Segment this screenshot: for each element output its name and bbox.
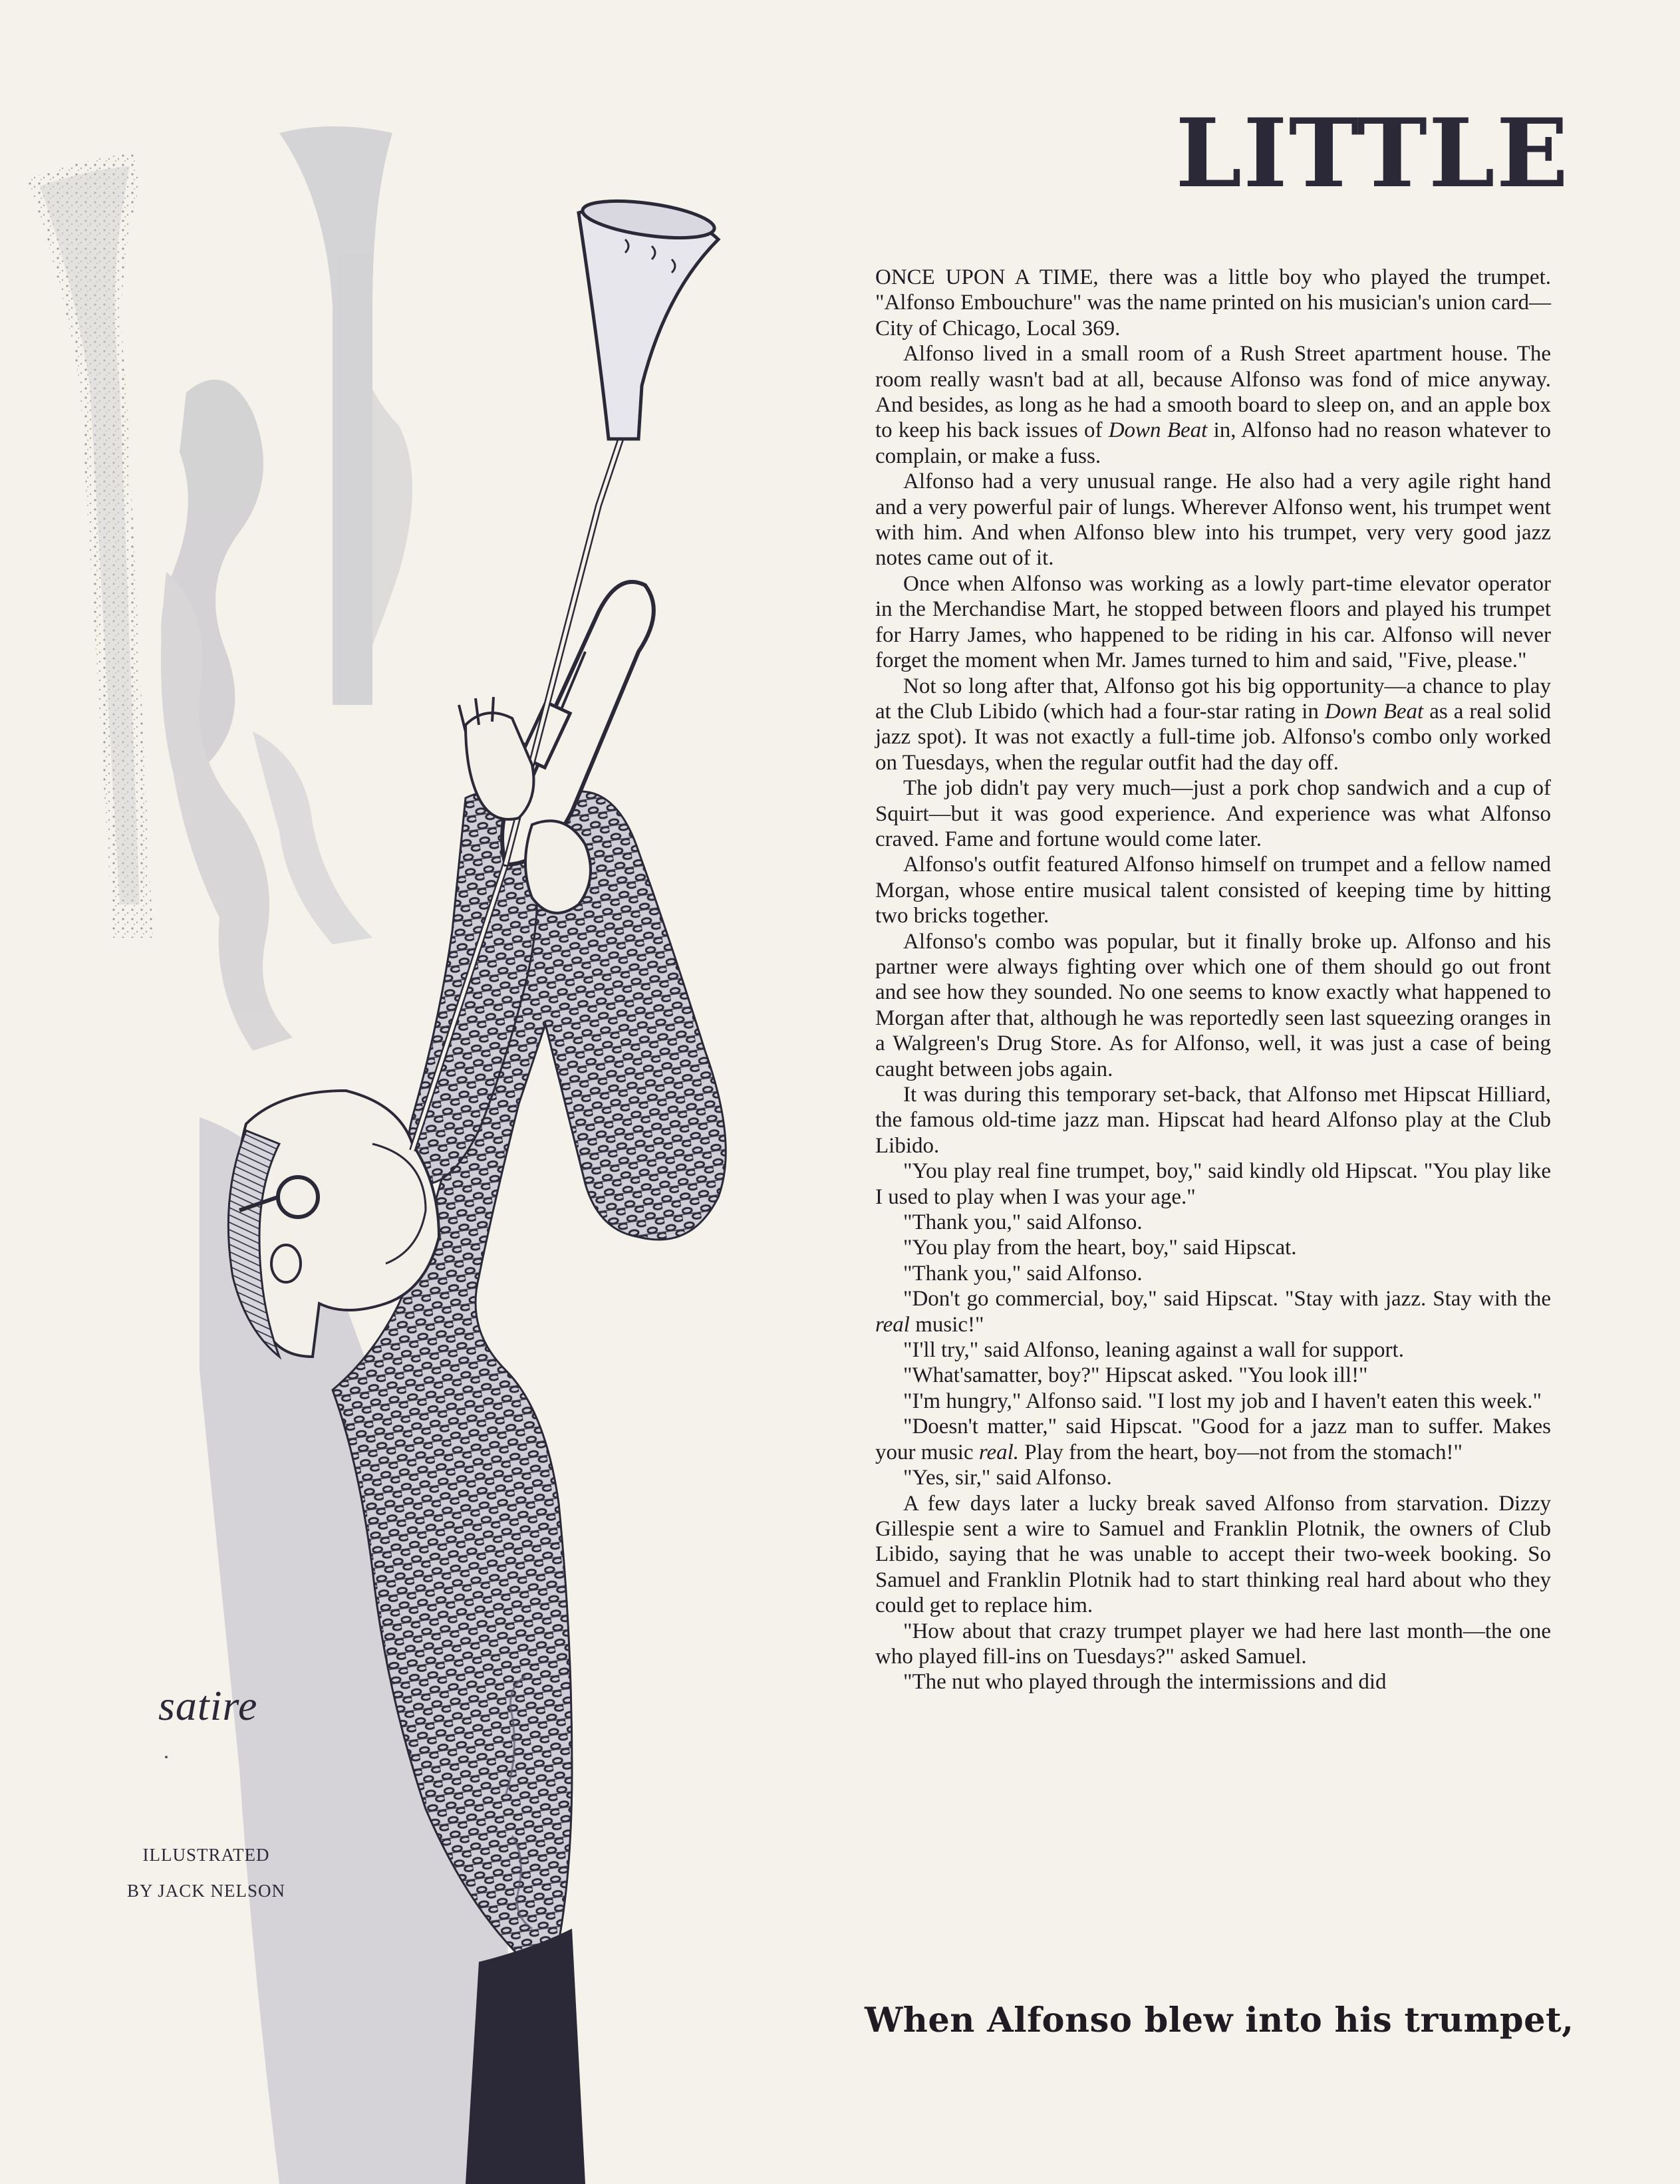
paragraph: "I'm hungry," Alfonso said. "I lost my job and I haven't eaten this week.": [903, 1389, 1542, 1413]
paragraph: "Doesn't matter," said Hipscat. "Good for a jazz man to suffer. Makes your music real. Play from the heart, boy—not from the stomach!": [875, 1415, 1551, 1464]
paragraph: "Don't go commercial, boy," said Hipscat. "Stay with jazz. Stay with the real music!": [875, 1287, 1551, 1337]
credit-line-1: ILLUSTRATED: [142, 1845, 270, 1865]
paragraph: "You play from the heart, boy," said Hipscat.: [903, 1236, 1297, 1260]
paragraph: "Thank you," said Alfonso.: [903, 1261, 1143, 1286]
paragraph: A few days later a lucky break saved Alfonso from starvation. Dizzy Gillespie sent a wire to Samuel and Franklin Plotnik, the owners of Club Libido, saying that he was unable to accept their two-week booking. So Samuel and Franklin Plotnik had to start thinking real hard about who they could get to replace him.: [875, 1491, 1551, 1618]
pull-quote: When Alfonso blew into his trumpet,: [865, 2000, 1574, 2040]
magazine-title: Down Beat: [1108, 418, 1208, 443]
paragraph: "The nut who played through the intermissions and did: [903, 1670, 1387, 1695]
ghost-trumpet-middle: [279, 126, 412, 705]
magazine-title: Down Beat: [1324, 699, 1424, 724]
paragraph: "What'samatter, boy?" Hipscat asked. "You look ill!": [903, 1363, 1368, 1388]
section-label: satire: [158, 1682, 258, 1729]
paragraph: "How about that crazy trumpet player we had here last month—the one who played fill-ins on Tuesdays?" asked Samuel.: [875, 1619, 1551, 1669]
decorative-dot: [165, 1756, 168, 1758]
article-body: [875, 265, 1551, 1695]
ghost-trumpet-left: [27, 153, 153, 938]
paragraph: "I'll try," said Alfonso, leaning against a wall for support.: [903, 1338, 1404, 1363]
paragraph: Not so long after that, Alfonso got his big opportunity—a chance to play at the Club Libido (which had a four-star rating in Down Beat as a real solid jazz spot). It was not exactly a full-time job. Alfonso's combo only worked on Tuesdays, when the regular outfit had the day off.: [875, 674, 1551, 775]
paragraph: "Yes, sir," said Alfonso.: [903, 1466, 1112, 1490]
article-title: LITTLE: [1175, 98, 1570, 209]
paragraph: Alfonso's outfit featured Alfonso himself on trumpet and a fellow named Morgan, whose entire musical talent consisted of keeping time by hitting two bricks together.: [875, 853, 1551, 928]
paragraph: Once when Alfonso was working as a lowly part-time elevator operator in the Merchandise Mart, he stopped between floors and played his trumpet for Harry James, who happened to be riding in his car. Alfonso will never forget the moment when Mr. James turned to him and said, "Five, please.": [875, 571, 1551, 673]
paragraph: It was during this temporary set-back, that Alfonso met Hipscat Hilliard, the famous old-time jazz man. Hipscat had heard Alfonso play at the Club Libido.: [875, 1083, 1551, 1158]
paragraph: "Thank you," said Alfonso.: [903, 1210, 1143, 1235]
paragraph: Alfonso had a very unusual range. He also had a very agile right hand and a very powerful pair of lungs. Wherever Alfonso went, his trumpet went with him. And when Alfonso blew into his trumpet, very very good jazz notes came out of it.: [875, 470, 1551, 571]
paragraph: The job didn't pay very much—just a pork chop sandwich and a cup of Squirt—but it was good experience. And experience was what Alfonso craved. Fame and fortune would come later.: [875, 776, 1551, 851]
paragraph: "You play real fine trumpet, boy," said kindly old Hipscat. "You play like I used to play when I was your age.": [875, 1159, 1551, 1209]
lead-in: ONCE UPON A TIME,: [875, 265, 1099, 289]
trousers: [466, 1929, 585, 2184]
paragraph: Alfonso's combo was popular, but it finally broke up. Alfonso and his partner were always fighting over which one of them should go out front and see how they sounded. No one seems to know exactly what happened to Morgan after that, although he was reportedly seen last squeezing oranges in a Walgreen's Drug Store. As for Alfonso, well, it was just a case of being caught between jobs again.: [875, 929, 1551, 1081]
credit-line-2: BY JACK NELSON: [126, 1881, 285, 1901]
illustration-credit: [106, 1837, 306, 1909]
paragraph: ONCE UPON A TIME, there was a little boy who played the trumpet. "Alfonso Embouchure" was the name printed on his musician's union card—City of Chicago, Local 369.: [875, 265, 1551, 341]
paragraph: Alfonso lived in a small room of a Rush Street apartment house. The room really wasn't bad at all, because Alfonso was fond of mice anyway. And besides, as long as he had a smooth board to sleep on, and an apple box to keep his back issues of Down Beat in, Alfonso had no reason whatever to complain, or make a fuss.: [875, 342, 1551, 468]
